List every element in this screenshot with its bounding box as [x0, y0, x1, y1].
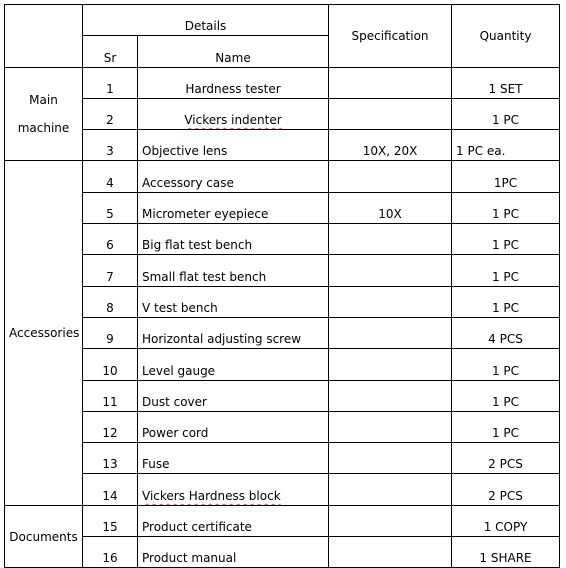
- header-details: Details: [83, 5, 329, 36]
- header-sr: Sr: [83, 36, 138, 67]
- table-row: [5, 349, 560, 380]
- row-sr: 13: [83, 443, 138, 474]
- row-name: Fuse: [138, 443, 329, 474]
- equipment-list-table: [4, 4, 560, 568]
- row-qty: 1 SHARE: [452, 537, 560, 568]
- row-qty: 1 PC: [452, 224, 560, 255]
- row-name: [138, 98, 329, 129]
- row-qty: 1 PC: [452, 255, 560, 286]
- group-accessories: Accessories: [5, 161, 83, 505]
- row-name: Product certificate: [138, 505, 329, 536]
- header-group-cell: [5, 5, 83, 68]
- row-qty: 1 PC: [452, 380, 560, 411]
- row-spec: [329, 67, 452, 98]
- table-row: [5, 192, 560, 223]
- document-page: [4, 4, 560, 568]
- row-sr: 12: [83, 411, 138, 442]
- row-name: Level gauge: [138, 349, 329, 380]
- row-sr: 2: [83, 98, 138, 129]
- table-row: [5, 505, 560, 536]
- row-name: Big flat test bench: [138, 224, 329, 255]
- row-qty: 1 PC: [452, 411, 560, 442]
- row-spec: 10X: [329, 192, 452, 223]
- row-spec: [329, 349, 452, 380]
- group-main-machine-line2: machine: [17, 121, 70, 136]
- table-row: [5, 286, 560, 317]
- table-row: [5, 98, 560, 129]
- row-qty: 2 PCS: [452, 474, 560, 505]
- row-spec: [329, 443, 452, 474]
- row-sr: 10: [83, 349, 138, 380]
- row-spec: [329, 98, 452, 129]
- row-name: V test bench: [138, 286, 329, 317]
- row-name: Accessory case: [138, 161, 329, 192]
- row-name: Micrometer eyepiece: [138, 192, 329, 223]
- row-name: Dust cover: [138, 380, 329, 411]
- row-spec: [329, 286, 452, 317]
- row-qty: 2 PCS: [452, 443, 560, 474]
- row-spec: [329, 537, 452, 568]
- table-row: [5, 411, 560, 442]
- row-spec: [329, 505, 452, 536]
- row-name: Small flat test bench: [138, 255, 329, 286]
- row-qty: 1 PC: [452, 286, 560, 317]
- row-qty: 1 PC: [452, 192, 560, 223]
- group-documents: Documents: [5, 505, 83, 568]
- header-specification: Specification: [329, 5, 452, 68]
- row-sr: 1: [83, 67, 138, 98]
- row-sr: 7: [83, 255, 138, 286]
- row-qty: 1 PC ea.: [452, 130, 560, 161]
- row-sr: 3: [83, 130, 138, 161]
- row-sr: 8: [83, 286, 138, 317]
- row-name: Horizontal adjusting screw: [138, 317, 329, 348]
- header-row-1: [5, 5, 560, 36]
- table-row: [5, 380, 560, 411]
- table-row: [5, 537, 560, 568]
- table-row: [5, 474, 560, 505]
- row-spec: [329, 255, 452, 286]
- row-qty: 4 PCS: [452, 317, 560, 348]
- row-sr: 11: [83, 380, 138, 411]
- row-sr: 16: [83, 537, 138, 568]
- row-sr: 6: [83, 224, 138, 255]
- table-row: [5, 317, 560, 348]
- row-spec: [329, 380, 452, 411]
- row-name-text: Vickers Hardness block: [142, 488, 281, 503]
- row-qty: 1 PC: [452, 98, 560, 129]
- header-name: Name: [138, 36, 329, 67]
- row-sr: 9: [83, 317, 138, 348]
- row-sr: 15: [83, 505, 138, 536]
- row-qty: 1PC: [452, 161, 560, 192]
- row-qty: 1 SET: [452, 67, 560, 98]
- row-name: Hardness tester: [138, 67, 329, 98]
- row-qty: 1 PC: [452, 349, 560, 380]
- row-sr: 4: [83, 161, 138, 192]
- row-sr: 5: [83, 192, 138, 223]
- table-row: [5, 130, 560, 161]
- table-row: [5, 67, 560, 98]
- group-main-machine-line1: Main: [29, 93, 58, 108]
- row-spec: [329, 224, 452, 255]
- row-qty: 1 COPY: [452, 505, 560, 536]
- row-name: Product manual: [138, 537, 329, 568]
- table-row: [5, 224, 560, 255]
- row-name-text: Vickers indenter: [184, 113, 282, 128]
- row-sr: 14: [83, 474, 138, 505]
- row-name: Power cord: [138, 411, 329, 442]
- row-spec: [329, 161, 452, 192]
- row-spec: 10X, 20X: [329, 130, 452, 161]
- table-row: [5, 161, 560, 192]
- header-quantity: Quantity: [452, 5, 560, 68]
- row-spec: [329, 317, 452, 348]
- table-row: [5, 443, 560, 474]
- table-row: [5, 255, 560, 286]
- group-main-machine: [5, 67, 83, 161]
- row-name: [138, 474, 329, 505]
- row-spec: [329, 474, 452, 505]
- row-spec: [329, 411, 452, 442]
- row-name: Objective lens: [138, 130, 329, 161]
